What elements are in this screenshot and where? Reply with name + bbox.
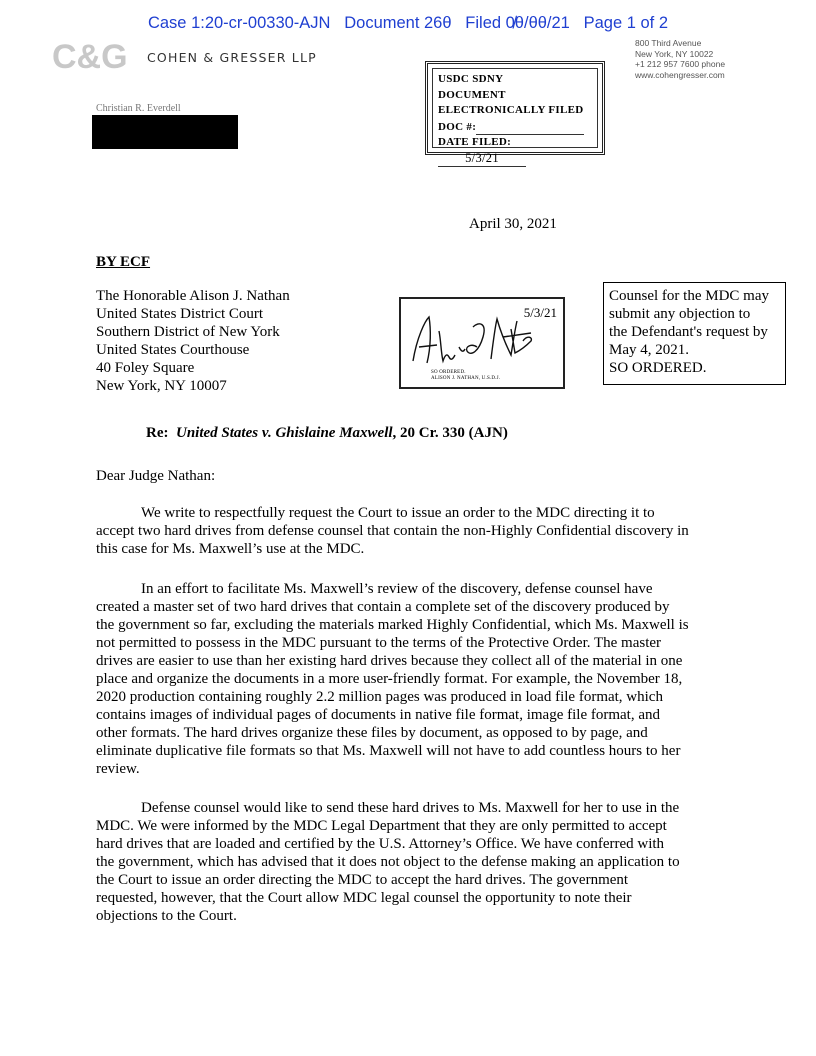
address-line: New York, NY 10022	[635, 48, 714, 59]
paragraph-line: In an effort to facilitate Ms. Maxwell’s review of the discovery, defense counsel have	[96, 581, 653, 597]
svg-text:C&G: C&G	[52, 38, 128, 76]
paragraph-line: eliminate duplicative file formats so that Ms. Maxwell will not have to add countless hours to her	[96, 743, 681, 759]
addressee-line: New York, NY 10007	[96, 378, 227, 394]
so-ordered-caption	[431, 370, 500, 382]
so-ordered-text: SO ORDERED.	[431, 370, 466, 375]
body-paragraph	[96, 799, 736, 925]
paragraph-line: the government so far, excluding the materials marked Highly Confidential, which Ms. Maxwell is	[96, 617, 689, 633]
stamp-line: DOCUMENT	[438, 88, 506, 101]
firm-logo	[52, 38, 128, 76]
paragraph-line: hard drives that are loaded and certified by the U.S. Attorney’s Office. We have conferred with	[96, 836, 665, 852]
stamp-date-line	[438, 135, 592, 167]
addressee-block	[96, 287, 290, 395]
body-paragraph	[96, 580, 736, 778]
paragraph-line: contains images of individual pages of documents in native file format, image file format, and	[96, 707, 661, 723]
paragraph-line: drives are easier to use than her existing hard drives because they collect all of the material in one	[96, 653, 683, 669]
re-label: Re:	[146, 425, 169, 441]
addressee-line: United States District Court	[96, 306, 264, 322]
addressee-line: United States Courthouse	[96, 342, 250, 358]
paragraph-line: the Court to issue an order directing the MDC to accept the hard drives. The government	[96, 872, 629, 888]
signature-date: 5/3/21	[523, 305, 557, 320]
signature-stamp	[399, 297, 565, 389]
paragraph-line: accept two hard drives from defense counsel that contain the non-Highly Confidential discovery in	[96, 523, 689, 539]
paragraph-line: created a master set of two hard drives that contain a complete set of the discovery produced by	[96, 599, 670, 615]
salutation: Dear Judge Nathan:	[96, 468, 216, 484]
paragraph-line: other formats. The hard drives organize these files by document, as opposed to by page, and	[96, 725, 648, 741]
firm-address	[635, 38, 725, 80]
firm-name: COHEN & GRESSER LLP	[147, 50, 317, 65]
order-line: submit any objection to	[609, 306, 751, 322]
author-name: Christian R. Everdell	[96, 103, 181, 114]
order-line: the Defendant's request by	[609, 324, 768, 340]
stamp-line: USDC SDNY	[438, 73, 504, 85]
paragraph-line: We write to respectfully request the Court to issue an order to the MDC directing it to	[96, 505, 655, 521]
stamp-doc-label: DOC #:	[438, 120, 477, 133]
judge-signature	[407, 307, 537, 371]
order-line: May 4, 2021.	[609, 342, 689, 358]
paragraph-line: requested, however, that the Court allow MDC legal counsel the opportunity to note their	[96, 890, 632, 906]
case-name: United States v. Ghislaine Maxwell	[176, 425, 393, 441]
judge-name: ALISON J. NATHAN, U.S.D.J.	[431, 376, 501, 381]
case-header: Case 1:20-cr-00330-AJN Document 26θ Filed 0̸θ/θθ/21 Page 1 of 2	[147, 14, 669, 32]
body-paragraph	[96, 504, 736, 558]
paragraph-line: 2020 production containing roughly 2.2 million pages was produced in load file format, which	[96, 689, 663, 705]
addressee-line: Southern District of New York	[96, 324, 280, 340]
address-line: +1 212 957 7600 phone	[635, 59, 726, 69]
order-line: SO ORDERED.	[609, 360, 707, 376]
addressee-line: 40 Foley Square	[96, 360, 195, 376]
filing-stamp	[425, 61, 605, 165]
paragraph-line: Defense counsel would like to send these hard drives to Ms. Maxwell for her to use in the	[96, 800, 680, 816]
stamp-doc-line	[438, 119, 592, 136]
addressee-line: The Honorable Alison J. Nathan	[96, 288, 290, 304]
paragraph-line: the government, which has advised that it does not object to the defense making an application to	[96, 854, 680, 870]
paragraph-line: review.	[96, 761, 140, 777]
case-number: , 20 Cr. 330 (AJN)	[392, 425, 508, 441]
paragraph-line: MDC. We were informed by the MDC Legal Department that they are only permitted to accept	[96, 818, 667, 834]
stamp-date-label: DATE FILED:	[438, 136, 512, 148]
paragraph-line: place and organize the documents in a more user-friendly format. For example, the November 18,	[96, 671, 683, 687]
letter-date: April 30, 2021	[469, 216, 557, 232]
re-line	[146, 425, 508, 442]
address-line: 800 Third Avenue	[635, 38, 702, 48]
delivery-method: BY ECF	[96, 254, 151, 270]
order-line: Counsel for the MDC may	[609, 288, 769, 304]
redaction-block	[92, 115, 238, 149]
order-box	[603, 282, 786, 385]
paragraph-line: not permitted to possess in the MDC pursuant to the terms of the Protective Order. The master	[96, 635, 662, 651]
address-line: www.cohengresser.com	[635, 69, 725, 80]
stamp-doc-blank	[476, 119, 584, 136]
stamp-date-filed: 5/3/21	[438, 151, 526, 168]
stamp-line: ELECTRONICALLY FILED	[438, 104, 584, 116]
paragraph-line: this case for Ms. Maxwell’s use at the MDC.	[96, 541, 365, 557]
paragraph-line: objections to the Court.	[96, 908, 237, 924]
